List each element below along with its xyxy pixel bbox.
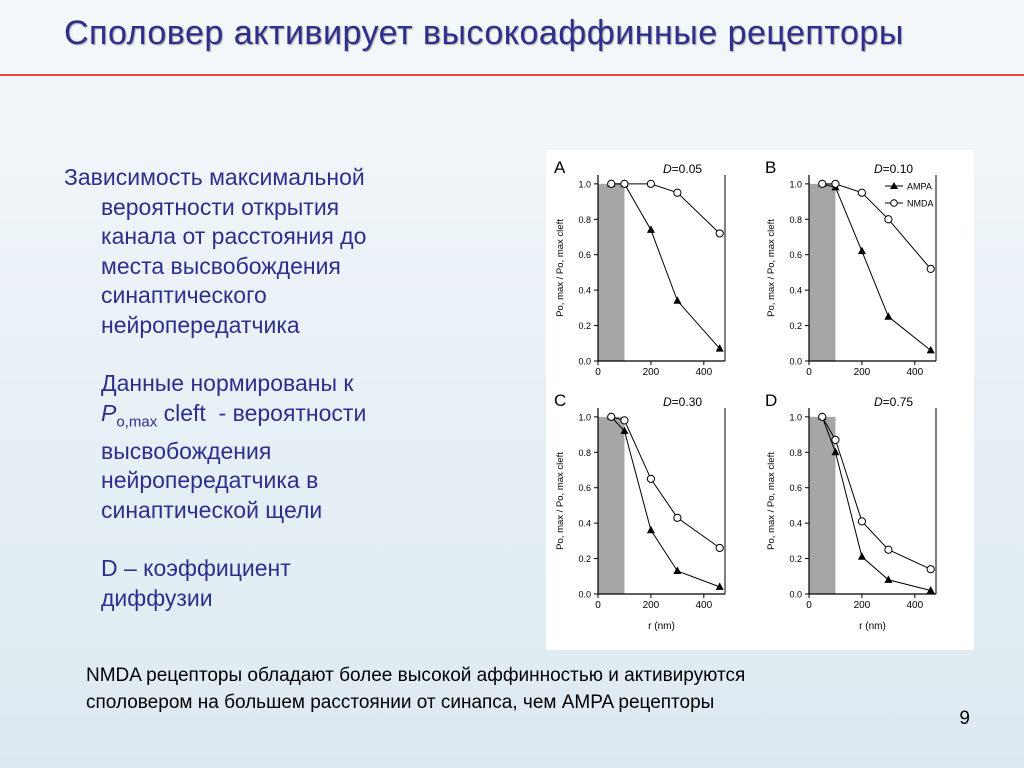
- nmda-point: [608, 180, 615, 187]
- y-tick-label: 0.8: [578, 447, 591, 458]
- para1-line4: места высвобождения: [101, 252, 341, 279]
- para2-line2-rest: cleft - вероятности: [157, 399, 367, 426]
- y-tick-label: 0.2: [789, 321, 802, 332]
- ampa-point: [884, 575, 892, 583]
- para2-line4: нейропередатчика в: [101, 467, 319, 494]
- x-tick-label: 400: [695, 367, 713, 378]
- y-tick-label: 0.2: [578, 554, 591, 565]
- nmda-point: [927, 265, 934, 272]
- x-tick-label: 400: [906, 600, 924, 611]
- x-tick-label: 200: [853, 367, 871, 378]
- panel-letter: C: [554, 391, 567, 410]
- chart-svg: [546, 150, 974, 650]
- para1-line2: вероятности открытия: [101, 193, 340, 220]
- ampa-point: [858, 552, 866, 560]
- nmda-point: [674, 189, 681, 196]
- panel-letter: D: [765, 391, 778, 410]
- y-tick-label: 1.0: [789, 412, 802, 423]
- nmda-point: [885, 216, 892, 223]
- panel-d: [765, 391, 936, 632]
- x-axis-label: r (nm): [648, 621, 675, 632]
- ampa-point: [858, 247, 866, 255]
- nmda-point: [858, 189, 865, 196]
- nmda-point: [621, 417, 628, 424]
- x-tick-label: 200: [642, 600, 660, 611]
- ampa-point: [673, 296, 681, 304]
- nmda-point: [819, 180, 826, 187]
- legend-ampa-label: AMPA: [907, 181, 932, 192]
- panel-c: [554, 391, 725, 632]
- nmda-point: [608, 413, 615, 420]
- para1-line3: канала от расстояния до: [101, 223, 367, 249]
- ampa-series-line: [822, 181, 932, 351]
- nmda-point: [716, 544, 723, 551]
- paragraph-normalization: [64, 369, 454, 525]
- nmda-point: [885, 546, 892, 553]
- shaded-cleft-region: [598, 184, 624, 361]
- ampa-point: [647, 225, 655, 233]
- y-tick-label: 0.6: [578, 483, 591, 494]
- description-text: [64, 163, 454, 613]
- y-tick-label: 0.4: [789, 518, 802, 529]
- y-axis-label: Po, max / Po, max cleft: [555, 219, 566, 317]
- y-tick-label: 0.0: [578, 356, 591, 367]
- y-tick-label: 0.4: [789, 285, 802, 296]
- y-tick-label: 0.8: [578, 214, 591, 225]
- nmda-point: [716, 230, 723, 237]
- panel-b: [765, 158, 936, 378]
- y-tick-label: 0.0: [789, 589, 802, 600]
- x-tick-label: 400: [906, 367, 924, 378]
- y-axis-label: Po, max / Po, max cleft: [555, 452, 566, 550]
- ampa-series-line: [822, 417, 931, 591]
- x-tick-label: 0: [806, 367, 812, 378]
- caption-line2: споловером на большем расстоянии от синапса, чем AMPA рецепторы: [86, 692, 715, 713]
- nmda-point: [674, 514, 681, 521]
- y-tick-label: 1.0: [789, 179, 802, 190]
- page-number: 9: [959, 708, 970, 729]
- ampa-point: [673, 566, 681, 574]
- nmda-point: [832, 436, 839, 443]
- panel-title: D=0.05: [663, 162, 703, 176]
- nmda-series-line: [611, 417, 720, 548]
- panel-letter: B: [765, 158, 777, 177]
- shaded-cleft-region: [809, 184, 835, 361]
- para2-line3: высвобождения: [101, 437, 272, 464]
- ampa-point: [647, 526, 655, 534]
- panel-title: D=0.30: [663, 395, 703, 409]
- y-tick-label: 1.0: [578, 179, 591, 190]
- para3-line1: D – коэффициент: [101, 555, 291, 582]
- ampa-series-line: [611, 184, 720, 349]
- panel-a: [554, 158, 725, 378]
- para3-line2: диффузии: [101, 584, 213, 611]
- title-divider: [0, 74, 1024, 76]
- y-axis-label: Po, max / Po, max cleft: [766, 452, 777, 550]
- paragraph-dependence: [64, 163, 454, 340]
- legend-nmda-label: NMDA: [907, 198, 934, 209]
- shaded-cleft-region: [809, 417, 835, 594]
- nmda-point: [621, 180, 628, 187]
- para2-line5: синаптической щели: [101, 496, 323, 523]
- ampa-series-line: [611, 417, 720, 587]
- para2-line1: Данные нормированы к: [101, 370, 354, 396]
- y-axis-label: Po, max / Po, max cleft: [766, 219, 777, 317]
- shaded-cleft-region: [598, 417, 624, 594]
- p-subscript: o,max: [116, 413, 158, 431]
- nmda-point: [858, 518, 865, 525]
- x-axis-label: r (nm): [859, 621, 886, 632]
- y-tick-label: 0.4: [578, 518, 591, 529]
- x-tick-label: 200: [853, 600, 871, 611]
- caption-line1: NMDA рецепторы обладают более высокой аффинностью и активируются: [86, 665, 746, 686]
- panel-title: D=0.10: [874, 162, 914, 176]
- y-tick-label: 0.6: [789, 483, 802, 494]
- y-tick-label: 0.0: [578, 589, 591, 600]
- legend-nmda-marker: [891, 200, 898, 207]
- x-tick-label: 400: [695, 600, 713, 611]
- panel-title: D=0.75: [874, 395, 914, 409]
- paragraph-diffusion: [64, 554, 454, 613]
- nmda-point: [647, 475, 654, 482]
- slide-title: Споловер активирует высокоаффинные рецепторы: [64, 14, 904, 52]
- nmda-point: [832, 180, 839, 187]
- ampa-point: [884, 312, 892, 320]
- ampa-point: [927, 346, 935, 354]
- y-tick-label: 0.6: [789, 250, 802, 261]
- panel-letter: A: [554, 158, 566, 177]
- y-tick-label: 0.8: [789, 447, 802, 458]
- x-tick-label: 200: [642, 367, 660, 378]
- para1-line1: Зависимость максимальной: [64, 164, 365, 190]
- y-tick-label: 0.2: [578, 321, 591, 332]
- p-symbol: P: [101, 399, 117, 426]
- y-tick-label: 0.0: [789, 356, 802, 367]
- y-tick-label: 1.0: [578, 412, 591, 423]
- y-tick-label: 0.2: [789, 554, 802, 565]
- y-tick-label: 0.8: [789, 214, 802, 225]
- nmda-series-line: [611, 184, 720, 234]
- nmda-point: [819, 413, 826, 420]
- nmda-point: [647, 180, 654, 187]
- para1-line6: нейропередатчика: [101, 311, 300, 338]
- x-tick-label: 0: [595, 600, 601, 611]
- para1-line5: синаптического: [101, 282, 267, 308]
- x-tick-label: 0: [595, 367, 601, 378]
- y-tick-label: 0.4: [578, 285, 591, 296]
- y-tick-label: 0.6: [578, 250, 591, 261]
- nmda-series-line: [822, 181, 932, 269]
- chart-figure: [546, 150, 974, 650]
- nmda-point: [927, 566, 934, 573]
- x-tick-label: 0: [806, 600, 812, 611]
- slide-caption: [86, 662, 926, 716]
